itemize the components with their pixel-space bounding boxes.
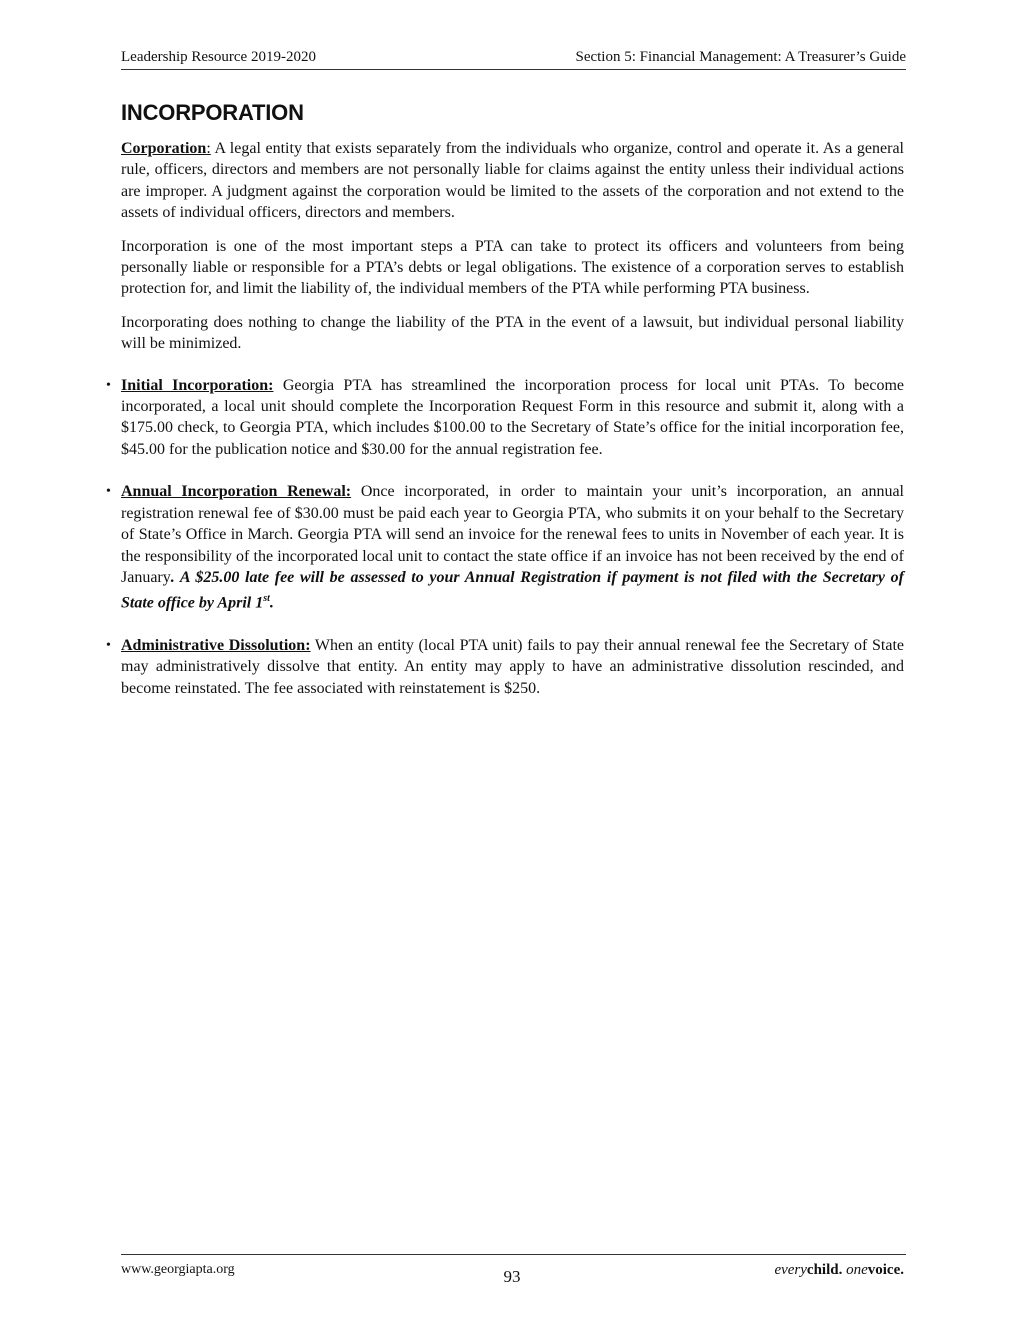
- liability-paragraph: Incorporating does nothing to change the liability of the PTA in the event of a lawsuit, but individual personal liability will be minimized.: [121, 313, 904, 353]
- annual-renewal-text: Once incorporated, in order to maintain your unit’s incorporation, an annual registration renewal fee of $30.00 must be paid each year to Georgia PTA, who submits it on your behalf to the Secretary of State’s Office in March. Georgia PTA will send an invoice for the renewal fees to units in November of each year. It is the responsibility of the incorporated local unit to contact the state office if an invoice has not been received by the end of January: [121, 483, 905, 586]
- tagline-one: one: [846, 1262, 868, 1278]
- tagline-voice: voice.: [867, 1262, 904, 1278]
- page-number: 93: [503, 1267, 521, 1286]
- tagline-child: child.: [806, 1262, 843, 1278]
- footer-divider: [121, 1254, 906, 1255]
- main-content: [106, 138, 905, 720]
- administrative-dissolution-text: When an entity (local PTA unit) fails to pay their annual renewal fee the Secretary of State may administratively dissolve that entity. An entity may apply to have an administrative dissolution rescinded, and become reinstated. The fee associated with reinstatement is $250.: [121, 637, 905, 697]
- footer-tagline: [774, 1262, 904, 1279]
- bullet-icon: •: [106, 484, 111, 500]
- page-header: [121, 49, 906, 70]
- bullet-icon: •: [106, 638, 111, 654]
- incorporation-list: [106, 375, 905, 700]
- page-title: INCORPORATION: [121, 100, 304, 125]
- administrative-dissolution-label: Administrative Dissolution:: [121, 637, 311, 655]
- corporation-definition: A legal entity that exists separately from the individuals who organize, control and operate it. As a general rule, officers, directors and members are not personally liable for claims against the entity unless their individual actions are improper. A judgment against the corporation would be limited to the assets of the corporation and not extend to the assets of individual officers, directors and members.: [121, 140, 904, 222]
- late-fee-superscript: st: [263, 593, 270, 605]
- late-fee-warning: . A $25.00 late fee will be assessed to your Annual Registration if payment is not filed with the Secretary of State office by April 1: [121, 568, 904, 612]
- header-right: Section 5: Financial Management: A Treasurer’s Guide: [575, 49, 906, 65]
- late-fee-end: .: [269, 594, 274, 612]
- annual-renewal-label: Annual Incorporation Renewal:: [121, 483, 352, 501]
- tagline-every: every: [774, 1262, 807, 1278]
- corporation-colon: :: [206, 140, 211, 157]
- corporation-paragraph: [121, 138, 904, 224]
- bullet-icon: •: [106, 377, 111, 393]
- list-item-initial-incorporation: [106, 375, 904, 461]
- footer-website: www.georgiapta.org: [121, 1262, 235, 1277]
- initial-incorporation-label: Initial Incorporation:: [121, 376, 274, 394]
- header-left: Leadership Resource 2019-2020: [121, 49, 316, 65]
- list-item-annual-renewal: [106, 481, 905, 614]
- corporation-term: Corporation: [121, 140, 207, 157]
- list-item-administrative-dissolution: [106, 635, 905, 699]
- protection-paragraph: Incorporation is one of the most important steps a PTA can take to protect its officers and volunteers from being personally liable or responsible for a PTA’s debts or legal obligations. The existence of a corporation serves to establish protection for, and limit the liability of, the individual members of the PTA while performing PTA business.: [121, 237, 904, 298]
- initial-incorporation-text: Georgia PTA has streamlined the incorporation process for local unit PTAs. To become incorporated, a local unit should complete the Incorporation Request Form in this resource and submit it, along with a $175.00 check, to Georgia PTA, which includes $100.00 to the Secretary of State’s office for the initial incorporation fee, $45.00 for the publication notice and $30.00 for the annual registration fee.: [121, 376, 904, 458]
